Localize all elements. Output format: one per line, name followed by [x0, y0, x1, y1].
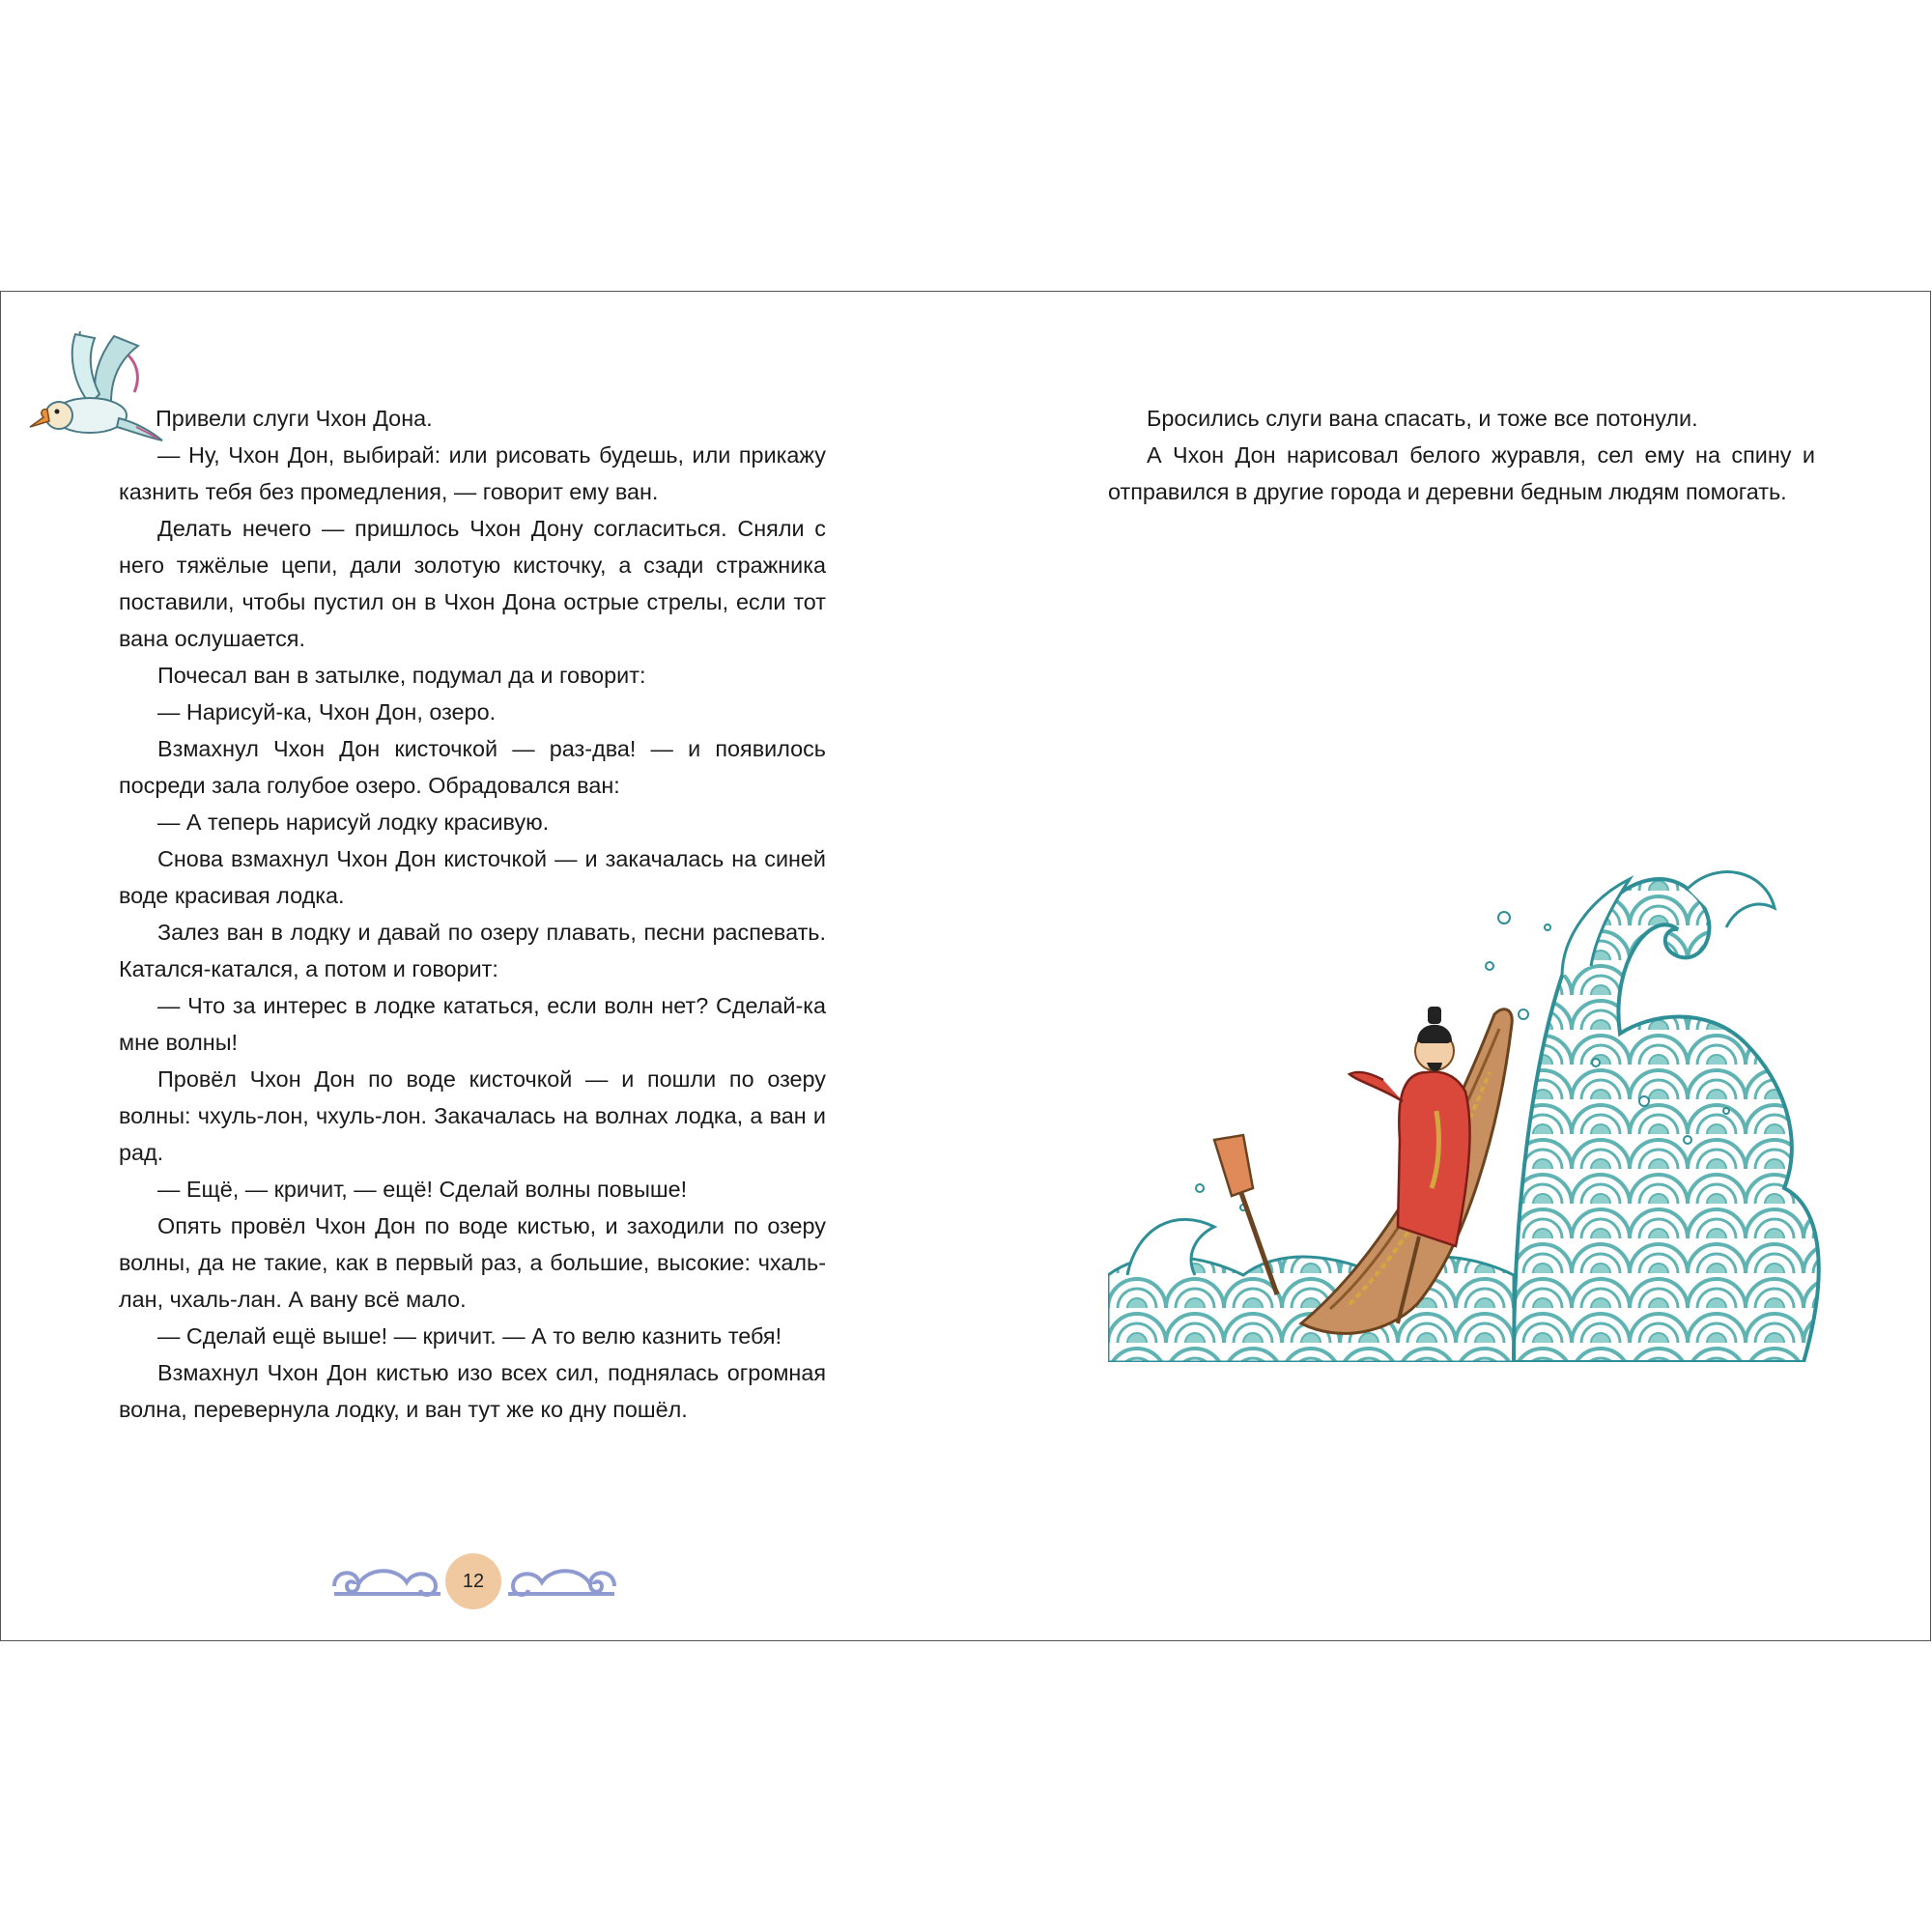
paragraph: — Что за интерес в лодке кататься, если волн нет? Сделай-ка мне волны! [119, 993, 826, 1055]
right-page-text [1108, 400, 1815, 510]
paragraph: — Ещё, — кричит, — ещё! Сделай волны повыше! [157, 1177, 688, 1202]
book-spread [0, 291, 1931, 1641]
paragraph: Взмахнул Чхон Дон кистью изо всех сил, поднялась огромная волна, перевернула лодку, и ван тут же ко дну пошёл. [119, 1360, 826, 1422]
wave-boat-illustration [1108, 821, 1829, 1362]
paragraph: — Сделай ещё выше! — кричит. — А то велю казнить тебя! [157, 1323, 782, 1349]
paragraph: — Ну, Чхон Дон, выбирай: или рисовать будешь, или прикажу казнить тебя без промедления, — говорит ему ван. [119, 442, 826, 504]
paragraph: Опять провёл Чхон Дон по воде кистью, и заходили по озеру волны, да не такие, как в первый раз, а большие, высокие: чхаль-лан, чхаль-лан. А вану всё мало. [119, 1213, 826, 1312]
paragraph: А Чхон Дон нарисовал белого журавля, сел ему на спину и отправился в другие города и деревни бедным людям помогать. [1108, 442, 1815, 504]
paragraph: — Нарисуй-ка, Чхон Дон, озеро. [157, 699, 497, 724]
paragraph: Делать нечего — пришлось Чхон Дону согласиться. Сняли с него тяжёлые цепи, дали золотую кисточку, а сзади стражника поставили, чтобы пустил он в Чхон Дона острые стрелы, если тот вана ослушается. [119, 516, 826, 651]
paragraph: Бросились слуги вана спасать, и тоже все потонули. [1147, 406, 1698, 431]
paragraph: Взмахнул Чхон Дон кисточкой — раз-два! — и появилось посреди зала голубое озеро. Обрадовался ван: [119, 736, 826, 798]
paragraph: Почесал ван в затылке, подумал да и говорит: [157, 663, 646, 688]
paragraph: Привели слуги Чхон Дона. [156, 406, 433, 431]
paragraph: Залез ван в лодку и давай по озеру плавать, песни распевать. Катался-катался, а потом и говорит: [119, 920, 826, 981]
left-page-text [119, 400, 826, 1428]
paragraph: Снова взмахнул Чхон Дон кисточкой — и закачалась на синей воде красивая лодка. [119, 846, 826, 908]
page-number-badge: 12 [445, 1553, 501, 1609]
paragraph: — А теперь нарисуй лодку красивую. [157, 810, 550, 835]
paragraph: Провёл Чхон Дон по воде кисточкой — и пошли по озеру волны: чхуль-лон, чхуль-лон. Закачалась на волнах лодка, а ван и рад. [119, 1066, 826, 1165]
